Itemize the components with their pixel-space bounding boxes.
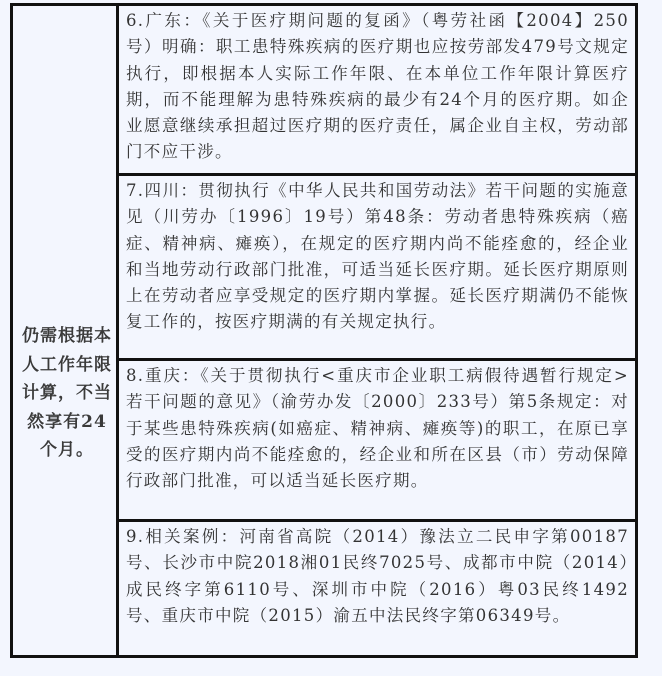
regulation-table <box>10 3 638 658</box>
summary-text: 仍需根据本人工作年限计算，不当然享有24个月。 <box>22 326 112 460</box>
related-cases-row: 9.相关案例：河南省高院（2014）豫法立二民申字第00187号、长沙市中院2018湘01民终7025号、成都市中院（2014）成民终字第6110号、深圳市中院（2016）粤03民终1492号、重庆市中院（2015）渝五中法民终字第06349号。 <box>119 519 635 655</box>
summary-cell <box>13 6 119 655</box>
regulation-row-sichuan: 7.四川：贯彻执行《中华人民共和国劳动法》若干问题的实施意见（川劳办〔1996〕19号）第48条：劳动者患特殊疾病（癌症、精神病、瘫痪），在规定的医疗期内尚不能痊愈的，经企业和当地劳动行政部门批准，可适当延长医疗期。延长医疗期原则上在劳动者应享受规定的医疗期内掌握。延长医疗期满仍不能恢复工作的，按医疗期满的有关规定执行。 <box>119 173 635 358</box>
regulation-row-guangdong: 6.广东：《关于医疗期问题的复函》（粤劳社函【2004】250号）明确：职工患特殊疾病的医疗期也应按劳部发479号文规定执行，即根据本人实际工作年限、在本单位工作年限计算医疗期，而不能理解为患特殊疾病的最少有24个月的医疗期。如企业愿意继续承担超过医疗期的医疗责任，属企业自主权，劳动部门不应干涉。 <box>126 11 629 162</box>
details-column <box>119 6 635 655</box>
regulation-row-chongqing: 8.重庆：《关于贯彻执行<重庆市企业职工病假待遇暂行规定>若干问题的意见》（渝劳办发〔2000〕233号）第5条规定：对于某些患特殊疾病(如癌症、精神病、瘫痪等)的职工，在原已享受的医疗期内尚不能痊愈的，经企业和所在区县（市）劳动保障行政部门批准，可以适当延长医疗期。 <box>119 358 635 519</box>
